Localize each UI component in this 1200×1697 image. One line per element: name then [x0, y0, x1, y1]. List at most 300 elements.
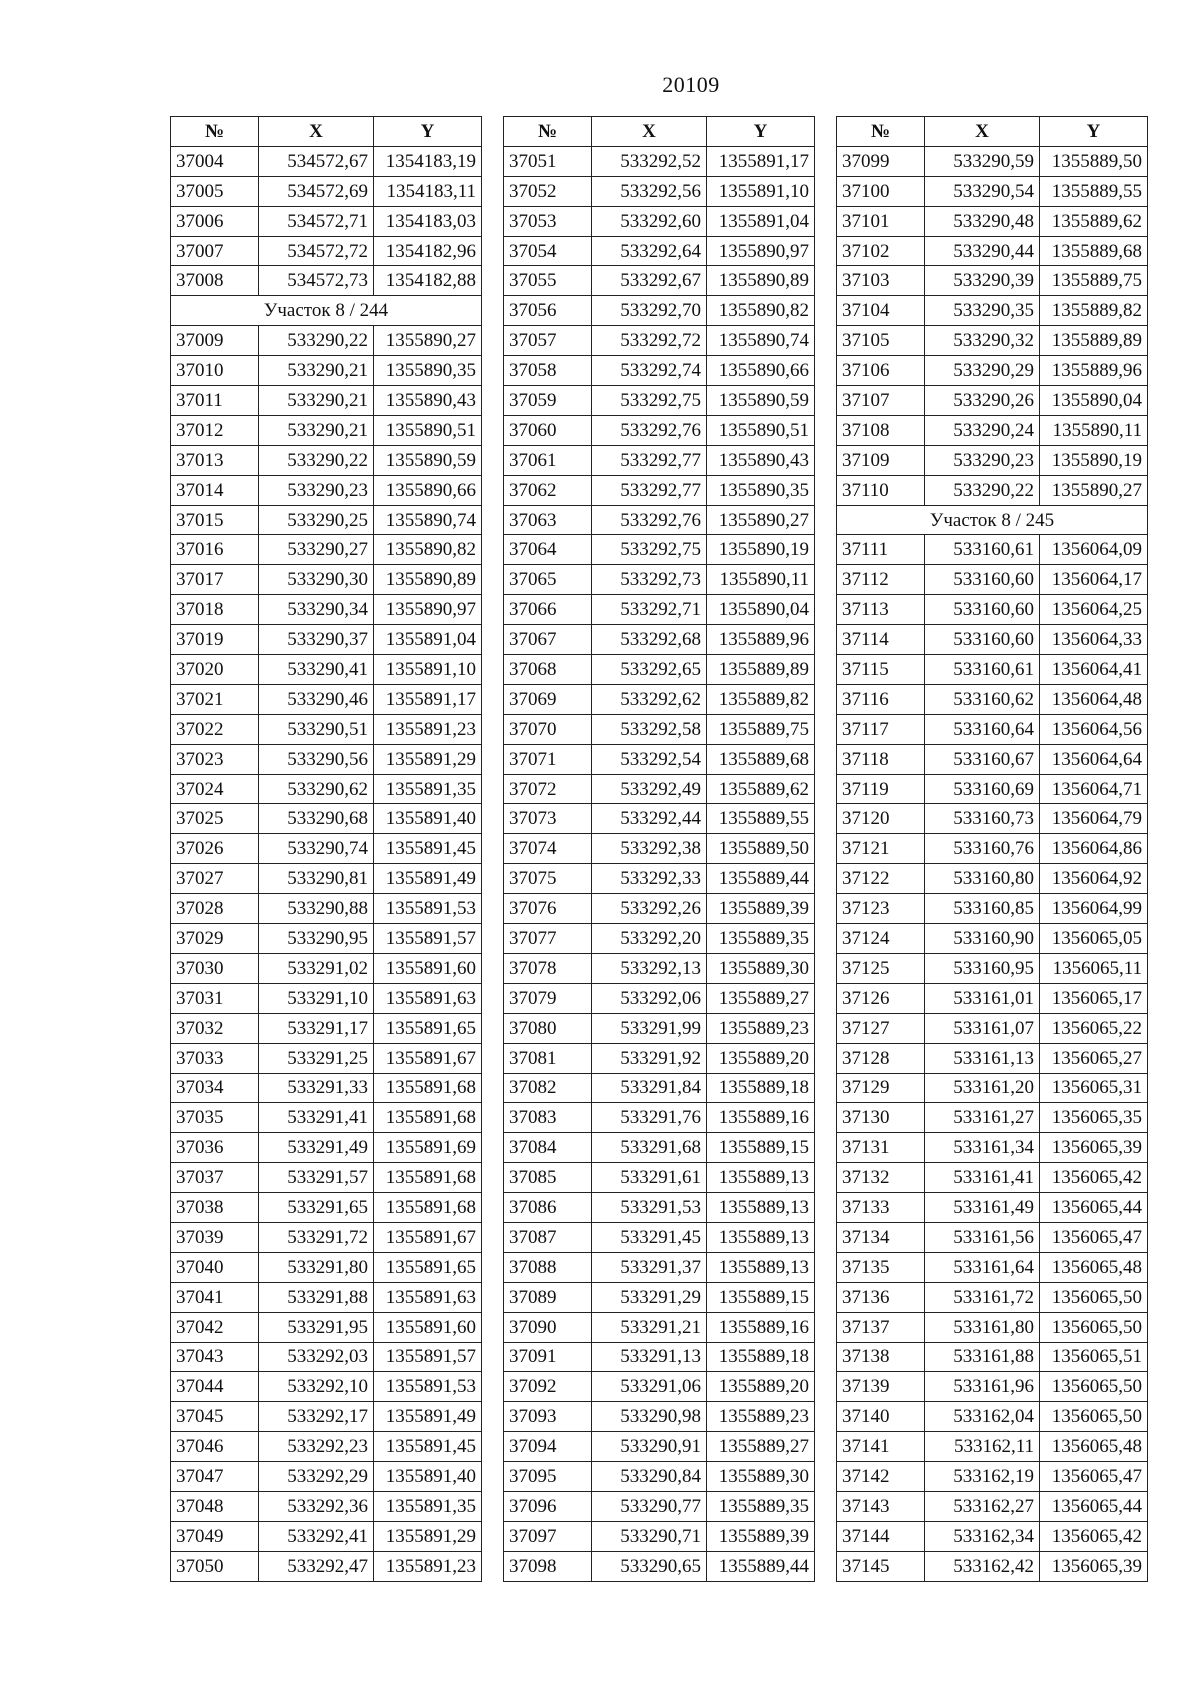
x-coordinate-cell: 533290,48 [925, 206, 1040, 236]
table-row [837, 266, 1148, 296]
y-coordinate-cell: 1355891,04 [707, 206, 815, 236]
y-coordinate-cell: 1356064,92 [1040, 864, 1148, 894]
table-row [171, 1163, 482, 1193]
point-number-cell: 37093 [504, 1402, 592, 1432]
x-coordinate-cell: 533290,25 [259, 505, 374, 535]
point-number-cell: 37019 [171, 625, 259, 655]
point-number-cell: 37041 [171, 1282, 259, 1312]
y-coordinate-cell: 1355889,82 [707, 684, 815, 714]
header-row [504, 117, 815, 147]
y-coordinate-cell: 1355889,96 [1040, 356, 1148, 386]
y-coordinate-cell: 1355891,04 [374, 625, 482, 655]
y-coordinate-cell: 1356065,05 [1040, 924, 1148, 954]
x-coordinate-cell: 533290,84 [592, 1462, 707, 1492]
point-number-cell: 37053 [504, 206, 592, 236]
x-coordinate-cell: 533292,03 [259, 1342, 374, 1372]
point-number-cell: 37083 [504, 1103, 592, 1133]
table-row [837, 1432, 1148, 1462]
y-coordinate-cell: 1355890,27 [707, 505, 815, 535]
table-row [837, 864, 1148, 894]
x-coordinate-cell: 533160,76 [925, 834, 1040, 864]
y-coordinate-cell: 1355889,15 [707, 1282, 815, 1312]
x-coordinate-cell: 533162,42 [925, 1551, 1040, 1581]
point-number-cell: 37022 [171, 714, 259, 744]
y-coordinate-cell: 1355890,59 [707, 386, 815, 416]
x-coordinate-cell: 533292,71 [592, 595, 707, 625]
y-coordinate-cell: 1355890,51 [707, 415, 815, 445]
point-number-cell: 37122 [837, 864, 925, 894]
y-coordinate-cell: 1355889,23 [707, 1013, 815, 1043]
table-row [171, 1103, 482, 1133]
x-coordinate-cell: 533160,85 [925, 894, 1040, 924]
x-coordinate-cell: 533161,01 [925, 983, 1040, 1013]
y-coordinate-cell: 1355891,57 [374, 1342, 482, 1372]
x-coordinate-cell: 533290,74 [259, 834, 374, 864]
point-number-cell: 37038 [171, 1193, 259, 1223]
table-row [504, 1402, 815, 1432]
x-coordinate-cell: 533292,38 [592, 834, 707, 864]
y-coordinate-cell: 1355890,19 [1040, 445, 1148, 475]
y-coordinate-cell: 1356064,48 [1040, 684, 1148, 714]
table-row [171, 1342, 482, 1372]
x-coordinate-cell: 533290,81 [259, 864, 374, 894]
y-coordinate-cell: 1355890,27 [374, 326, 482, 356]
x-coordinate-cell: 533290,41 [259, 655, 374, 685]
y-coordinate-cell: 1355891,67 [374, 1043, 482, 1073]
table-row [837, 983, 1148, 1013]
x-coordinate-cell: 533291,88 [259, 1282, 374, 1312]
y-coordinate-cell: 1355889,89 [707, 655, 815, 685]
y-coordinate-cell: 1355889,35 [707, 1491, 815, 1521]
table-row [504, 1222, 815, 1252]
x-coordinate-cell: 533291,37 [592, 1252, 707, 1282]
x-coordinate-cell: 533291,72 [259, 1222, 374, 1252]
y-coordinate-cell: 1355890,04 [707, 595, 815, 625]
y-coordinate-cell: 1355891,68 [374, 1073, 482, 1103]
x-coordinate-cell: 533292,60 [592, 206, 707, 236]
x-coordinate-cell: 533161,07 [925, 1013, 1040, 1043]
y-coordinate-cell: 1355889,62 [707, 774, 815, 804]
x-coordinate-cell: 533160,60 [925, 595, 1040, 625]
y-coordinate-cell: 1356065,48 [1040, 1432, 1148, 1462]
point-number-cell: 37132 [837, 1163, 925, 1193]
table-row [171, 1222, 482, 1252]
point-number-cell: 37117 [837, 714, 925, 744]
y-coordinate-cell: 1354182,88 [374, 266, 482, 296]
point-number-cell: 37023 [171, 744, 259, 774]
table-row [504, 1013, 815, 1043]
section-row [171, 296, 482, 326]
y-coordinate-cell: 1356065,48 [1040, 1252, 1148, 1282]
x-coordinate-cell: 533290,54 [925, 176, 1040, 206]
x-coordinate-cell: 533290,77 [592, 1491, 707, 1521]
table-body [837, 146, 1148, 1581]
point-number-cell: 37017 [171, 565, 259, 595]
coordinate-table-3 [836, 116, 1148, 1582]
table-row [504, 625, 815, 655]
point-number-cell: 37127 [837, 1013, 925, 1043]
header-number: № [171, 117, 259, 147]
y-coordinate-cell: 1356064,33 [1040, 625, 1148, 655]
y-coordinate-cell: 1356064,99 [1040, 894, 1148, 924]
table-row [837, 894, 1148, 924]
table-row [504, 1521, 815, 1551]
y-coordinate-cell: 1355890,11 [707, 565, 815, 595]
point-number-cell: 37042 [171, 1312, 259, 1342]
point-number-cell: 37026 [171, 834, 259, 864]
table-row [504, 1312, 815, 1342]
table-row [837, 924, 1148, 954]
y-coordinate-cell: 1355889,39 [707, 894, 815, 924]
x-coordinate-cell: 533161,72 [925, 1282, 1040, 1312]
point-number-cell: 37086 [504, 1193, 592, 1223]
table-row [171, 1133, 482, 1163]
x-coordinate-cell: 533292,62 [592, 684, 707, 714]
point-number-cell: 37021 [171, 684, 259, 714]
x-coordinate-cell: 533161,88 [925, 1342, 1040, 1372]
point-number-cell: 37090 [504, 1312, 592, 1342]
x-coordinate-cell: 533292,44 [592, 804, 707, 834]
point-number-cell: 37128 [837, 1043, 925, 1073]
x-coordinate-cell: 533161,13 [925, 1043, 1040, 1073]
y-coordinate-cell: 1356065,11 [1040, 953, 1148, 983]
point-number-cell: 37063 [504, 505, 592, 535]
x-coordinate-cell: 533290,34 [259, 595, 374, 625]
table-row [837, 1462, 1148, 1492]
y-coordinate-cell: 1355889,16 [707, 1312, 815, 1342]
table-row [837, 1252, 1148, 1282]
x-coordinate-cell: 533291,53 [592, 1193, 707, 1223]
y-coordinate-cell: 1355889,44 [707, 1551, 815, 1581]
x-coordinate-cell: 533162,27 [925, 1491, 1040, 1521]
table-row [837, 326, 1148, 356]
point-number-cell: 37009 [171, 326, 259, 356]
y-coordinate-cell: 1356065,17 [1040, 983, 1148, 1013]
y-coordinate-cell: 1355890,35 [374, 356, 482, 386]
table-row [171, 714, 482, 744]
table-row [171, 206, 482, 236]
point-number-cell: 37024 [171, 774, 259, 804]
table-row [504, 1193, 815, 1223]
point-number-cell: 37065 [504, 565, 592, 595]
coordinate-table-2 [503, 116, 815, 1582]
x-coordinate-cell: 533161,96 [925, 1372, 1040, 1402]
y-coordinate-cell: 1355889,50 [707, 834, 815, 864]
point-number-cell: 37101 [837, 206, 925, 236]
table-row [837, 1282, 1148, 1312]
table-row [504, 505, 815, 535]
point-number-cell: 37033 [171, 1043, 259, 1073]
y-coordinate-cell: 1355890,43 [707, 445, 815, 475]
point-number-cell: 37088 [504, 1252, 592, 1282]
x-coordinate-cell: 533291,84 [592, 1073, 707, 1103]
table-row [504, 744, 815, 774]
table-row [171, 415, 482, 445]
y-coordinate-cell: 1355889,20 [707, 1043, 815, 1073]
x-coordinate-cell: 533290,56 [259, 744, 374, 774]
page-number: 20109 [662, 72, 720, 97]
table-row [504, 1551, 815, 1581]
y-coordinate-cell: 1355890,59 [374, 445, 482, 475]
table-row [837, 236, 1148, 266]
point-number-cell: 37044 [171, 1372, 259, 1402]
point-number-cell: 37029 [171, 924, 259, 954]
x-coordinate-cell: 533291,29 [592, 1282, 707, 1312]
x-coordinate-cell: 533292,06 [592, 983, 707, 1013]
point-number-cell: 37104 [837, 296, 925, 326]
table-row [837, 1013, 1148, 1043]
x-coordinate-cell: 533290,44 [925, 236, 1040, 266]
y-coordinate-cell: 1355891,17 [374, 684, 482, 714]
x-coordinate-cell: 533290,21 [259, 386, 374, 416]
x-coordinate-cell: 533292,17 [259, 1402, 374, 1432]
table-row [837, 625, 1148, 655]
table-row [504, 1133, 815, 1163]
point-number-cell: 37048 [171, 1491, 259, 1521]
x-coordinate-cell: 533292,75 [592, 535, 707, 565]
x-coordinate-cell: 533160,69 [925, 774, 1040, 804]
y-coordinate-cell: 1356065,39 [1040, 1551, 1148, 1581]
table-header [837, 117, 1148, 147]
y-coordinate-cell: 1356064,56 [1040, 714, 1148, 744]
x-coordinate-cell: 533162,04 [925, 1402, 1040, 1432]
y-coordinate-cell: 1355889,35 [707, 924, 815, 954]
table-row [504, 415, 815, 445]
table-row [171, 894, 482, 924]
point-number-cell: 37028 [171, 894, 259, 924]
x-coordinate-cell: 533291,92 [592, 1043, 707, 1073]
x-coordinate-cell: 534572,69 [259, 176, 374, 206]
point-number-cell: 37085 [504, 1163, 592, 1193]
table-row [837, 1043, 1148, 1073]
x-coordinate-cell: 533290,23 [259, 475, 374, 505]
point-number-cell: 37072 [504, 774, 592, 804]
x-coordinate-cell: 533292,75 [592, 386, 707, 416]
x-coordinate-cell: 533290,88 [259, 894, 374, 924]
header-number: № [504, 117, 592, 147]
x-coordinate-cell: 533290,98 [592, 1402, 707, 1432]
point-number-cell: 37124 [837, 924, 925, 954]
y-coordinate-cell: 1355891,53 [374, 1372, 482, 1402]
point-number-cell: 37066 [504, 595, 592, 625]
table-row [837, 146, 1148, 176]
x-coordinate-cell: 533290,46 [259, 684, 374, 714]
y-coordinate-cell: 1355891,68 [374, 1163, 482, 1193]
point-number-cell: 37035 [171, 1103, 259, 1133]
point-number-cell: 37120 [837, 804, 925, 834]
point-number-cell: 37025 [171, 804, 259, 834]
x-coordinate-cell: 533160,61 [925, 655, 1040, 685]
table-row [837, 1312, 1148, 1342]
point-number-cell: 37031 [171, 983, 259, 1013]
table-row [504, 1462, 815, 1492]
x-coordinate-cell: 533292,52 [592, 146, 707, 176]
x-coordinate-cell: 533290,22 [259, 445, 374, 475]
y-coordinate-cell: 1355889,18 [707, 1073, 815, 1103]
y-coordinate-cell: 1355889,62 [1040, 206, 1148, 236]
y-coordinate-cell: 1355891,57 [374, 924, 482, 954]
point-number-cell: 37004 [171, 146, 259, 176]
point-number-cell: 37020 [171, 655, 259, 685]
table-row [837, 1073, 1148, 1103]
x-coordinate-cell: 533291,76 [592, 1103, 707, 1133]
y-coordinate-cell: 1355891,10 [374, 655, 482, 685]
y-coordinate-cell: 1355889,89 [1040, 326, 1148, 356]
point-number-cell: 37027 [171, 864, 259, 894]
x-coordinate-cell: 533290,37 [259, 625, 374, 655]
point-number-cell: 37092 [504, 1372, 592, 1402]
point-number-cell: 37112 [837, 565, 925, 595]
x-coordinate-cell: 533292,13 [592, 953, 707, 983]
table-row [171, 744, 482, 774]
y-coordinate-cell: 1356065,47 [1040, 1222, 1148, 1252]
table-row [837, 1103, 1148, 1133]
point-number-cell: 37143 [837, 1491, 925, 1521]
table-row [171, 1282, 482, 1312]
point-number-cell: 37006 [171, 206, 259, 236]
table-row [837, 953, 1148, 983]
table-row [171, 1252, 482, 1282]
y-coordinate-cell: 1356064,09 [1040, 535, 1148, 565]
y-coordinate-cell: 1355891,40 [374, 1462, 482, 1492]
y-coordinate-cell: 1355889,68 [1040, 236, 1148, 266]
x-coordinate-cell: 533292,77 [592, 475, 707, 505]
point-number-cell: 37015 [171, 505, 259, 535]
table-row [171, 1013, 482, 1043]
x-coordinate-cell: 533292,20 [592, 924, 707, 954]
x-coordinate-cell: 533290,95 [259, 924, 374, 954]
y-coordinate-cell: 1356065,51 [1040, 1342, 1148, 1372]
table-row [171, 625, 482, 655]
table-row [504, 535, 815, 565]
table-header [504, 117, 815, 147]
point-number-cell: 37123 [837, 894, 925, 924]
point-number-cell: 37119 [837, 774, 925, 804]
table-row [504, 445, 815, 475]
point-number-cell: 37082 [504, 1073, 592, 1103]
table-row [504, 386, 815, 416]
point-number-cell: 37087 [504, 1222, 592, 1252]
point-number-cell: 37094 [504, 1432, 592, 1462]
table-row [171, 595, 482, 625]
table-row [837, 1551, 1148, 1581]
table-row [171, 386, 482, 416]
x-coordinate-cell: 533290,30 [259, 565, 374, 595]
y-coordinate-cell: 1355889,23 [707, 1402, 815, 1432]
x-coordinate-cell: 533291,06 [592, 1372, 707, 1402]
y-coordinate-cell: 1356065,42 [1040, 1521, 1148, 1551]
y-coordinate-cell: 1355891,17 [707, 146, 815, 176]
y-coordinate-cell: 1355891,67 [374, 1222, 482, 1252]
x-coordinate-cell: 533290,62 [259, 774, 374, 804]
point-number-cell: 37032 [171, 1013, 259, 1043]
y-coordinate-cell: 1355891,63 [374, 1282, 482, 1312]
x-coordinate-cell: 533160,61 [925, 535, 1040, 565]
table-row [171, 1462, 482, 1492]
table-row [171, 356, 482, 386]
y-coordinate-cell: 1355890,51 [374, 415, 482, 445]
x-coordinate-cell: 533290,21 [259, 356, 374, 386]
point-number-cell: 37069 [504, 684, 592, 714]
y-coordinate-cell: 1355891,49 [374, 1402, 482, 1432]
x-coordinate-cell: 533162,34 [925, 1521, 1040, 1551]
point-number-cell: 37077 [504, 924, 592, 954]
y-coordinate-cell: 1355889,55 [707, 804, 815, 834]
table-row [171, 475, 482, 505]
table-row [504, 266, 815, 296]
header-row [171, 117, 482, 147]
x-coordinate-cell: 533292,67 [592, 266, 707, 296]
y-coordinate-cell: 1354182,96 [374, 236, 482, 266]
point-number-cell: 37007 [171, 236, 259, 266]
table-row [837, 714, 1148, 744]
point-number-cell: 37060 [504, 415, 592, 445]
x-coordinate-cell: 533291,65 [259, 1193, 374, 1223]
point-number-cell: 37140 [837, 1402, 925, 1432]
y-coordinate-cell: 1356064,79 [1040, 804, 1148, 834]
x-coordinate-cell: 533160,80 [925, 864, 1040, 894]
table-row [171, 655, 482, 685]
table-row [504, 565, 815, 595]
y-coordinate-cell: 1355891,23 [374, 714, 482, 744]
point-number-cell: 37096 [504, 1491, 592, 1521]
table-row [504, 953, 815, 983]
point-number-cell: 37064 [504, 535, 592, 565]
point-number-cell: 37030 [171, 953, 259, 983]
y-coordinate-cell: 1356065,50 [1040, 1312, 1148, 1342]
table-row [171, 535, 482, 565]
table-row [504, 206, 815, 236]
y-coordinate-cell: 1355889,39 [707, 1521, 815, 1551]
y-coordinate-cell: 1355890,89 [707, 266, 815, 296]
point-number-cell: 37103 [837, 266, 925, 296]
header-row [837, 117, 1148, 147]
y-coordinate-cell: 1355891,10 [707, 176, 815, 206]
point-number-cell: 37114 [837, 625, 925, 655]
x-coordinate-cell: 533290,65 [592, 1551, 707, 1581]
y-coordinate-cell: 1356064,17 [1040, 565, 1148, 595]
point-number-cell: 37014 [171, 475, 259, 505]
point-number-cell: 37036 [171, 1133, 259, 1163]
y-coordinate-cell: 1356064,41 [1040, 655, 1148, 685]
point-number-cell: 37089 [504, 1282, 592, 1312]
point-number-cell: 37078 [504, 953, 592, 983]
x-coordinate-cell: 533291,21 [592, 1312, 707, 1342]
point-number-cell: 37135 [837, 1252, 925, 1282]
x-coordinate-cell: 533161,49 [925, 1193, 1040, 1223]
point-number-cell: 37070 [504, 714, 592, 744]
point-number-cell: 37080 [504, 1013, 592, 1043]
y-coordinate-cell: 1355890,97 [707, 236, 815, 266]
table-row [504, 1372, 815, 1402]
table-row [504, 1282, 815, 1312]
point-number-cell: 37010 [171, 356, 259, 386]
point-number-cell: 37098 [504, 1551, 592, 1581]
point-number-cell: 37129 [837, 1073, 925, 1103]
table-row [504, 1342, 815, 1372]
table-row [504, 655, 815, 685]
y-coordinate-cell: 1355889,27 [707, 983, 815, 1013]
y-coordinate-cell: 1355891,40 [374, 804, 482, 834]
y-coordinate-cell: 1355889,55 [1040, 176, 1148, 206]
x-coordinate-cell: 533291,49 [259, 1133, 374, 1163]
section-row [837, 505, 1148, 535]
point-number-cell: 37131 [837, 1133, 925, 1163]
point-number-cell: 37058 [504, 356, 592, 386]
y-coordinate-cell: 1355889,13 [707, 1163, 815, 1193]
table-row [837, 386, 1148, 416]
y-coordinate-cell: 1355890,66 [374, 475, 482, 505]
